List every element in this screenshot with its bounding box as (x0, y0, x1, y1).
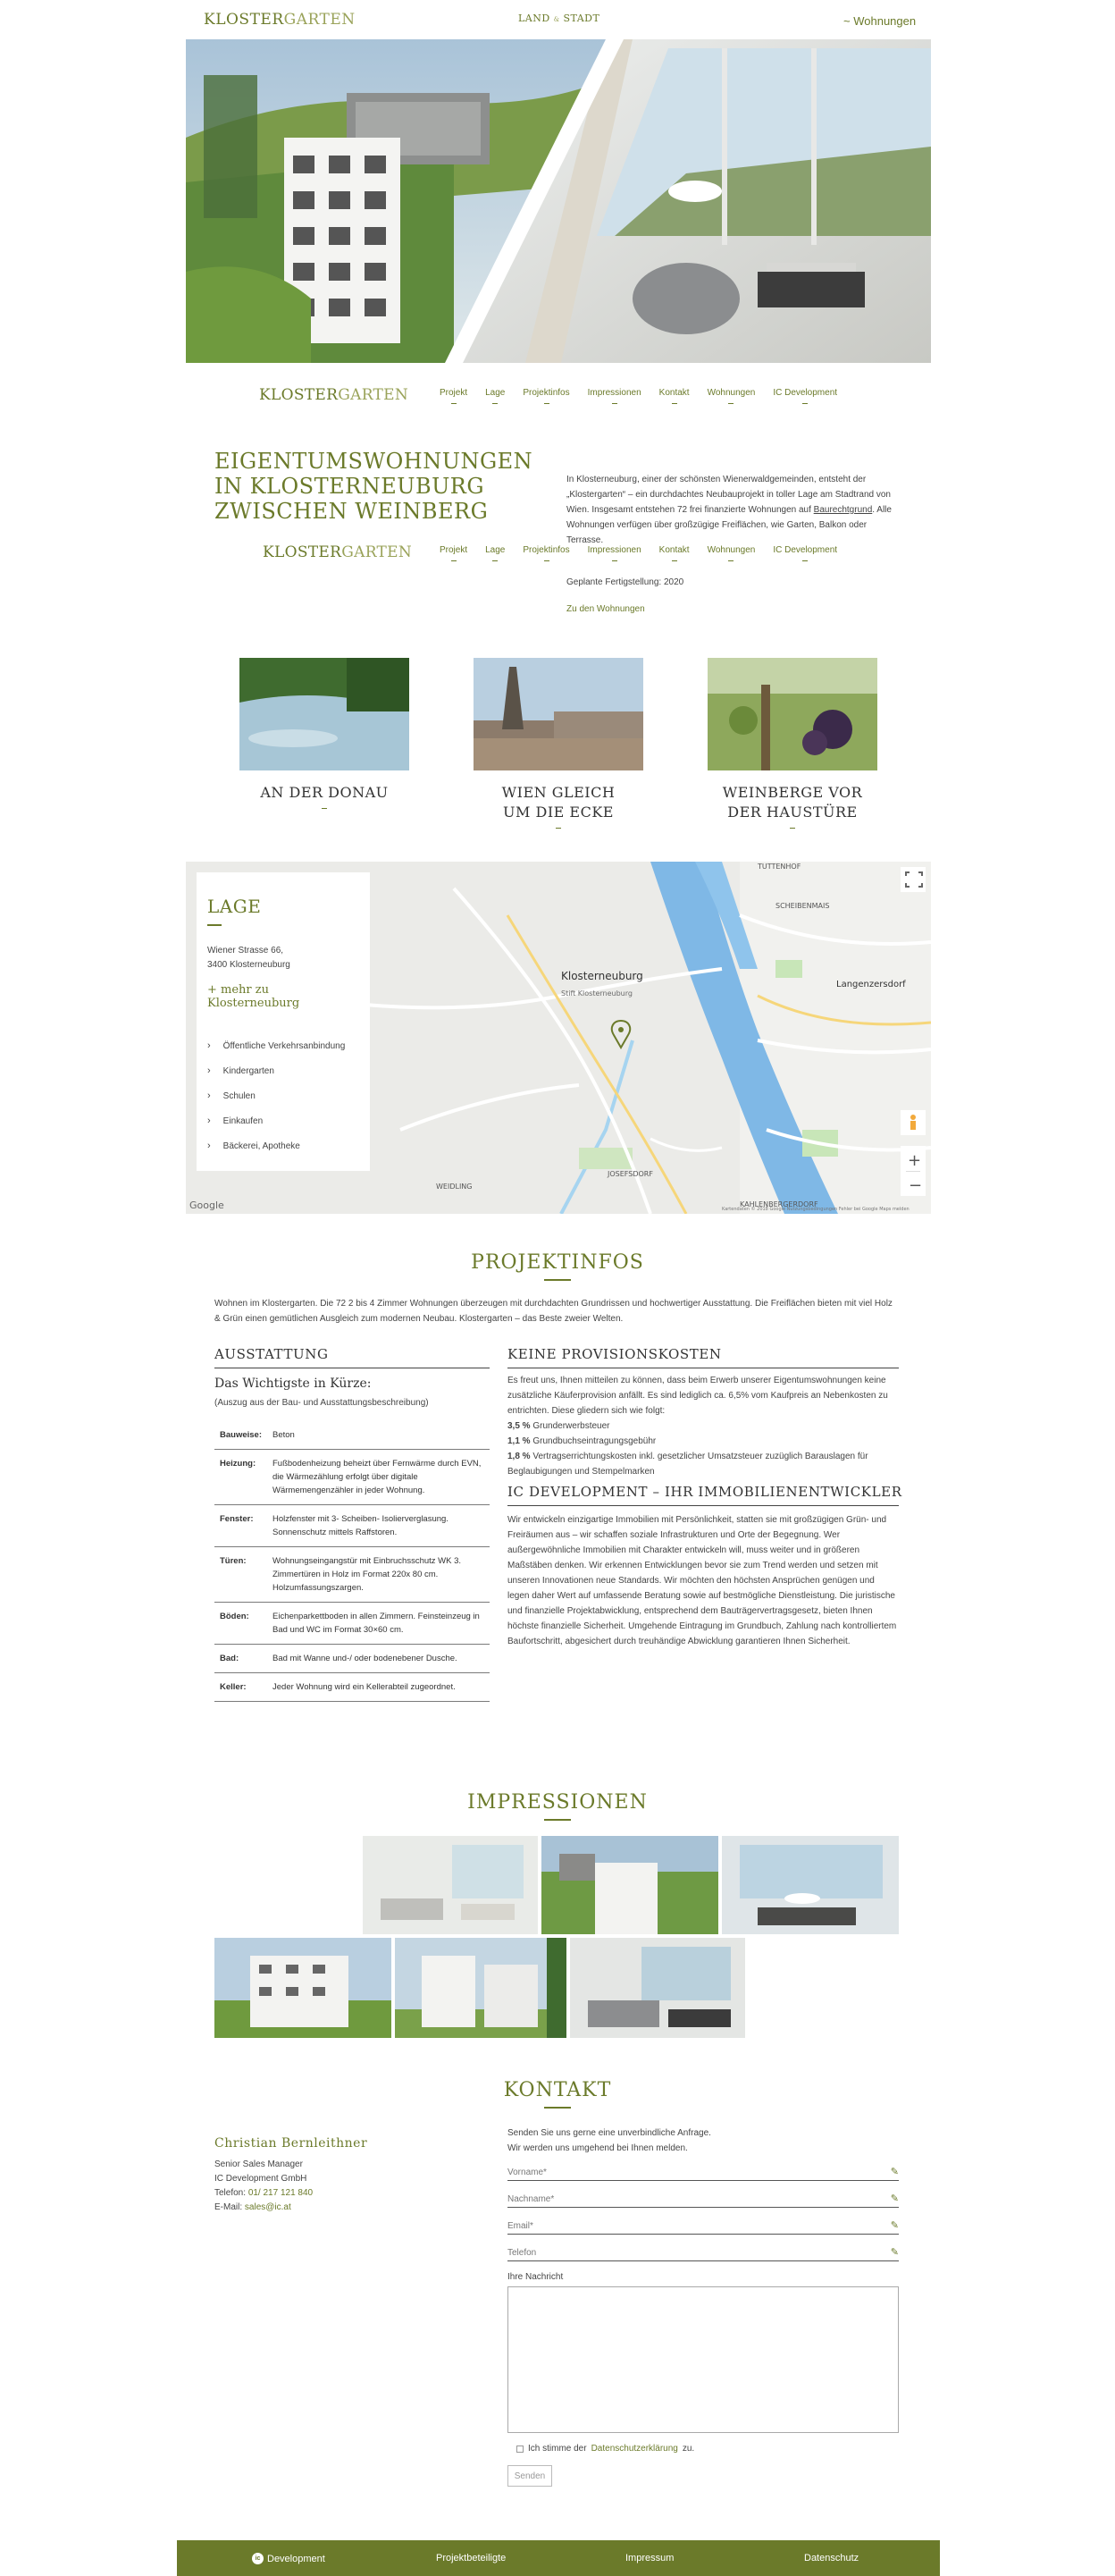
table-value: Jeder Wohnung wird ein Kellerabteil zugeordnet. (267, 1673, 490, 1702)
nav-item-lage[interactable]: Lage (476, 388, 514, 404)
feature-weinberge (708, 658, 877, 829)
lage-list (207, 1033, 359, 1158)
table-row (214, 1421, 490, 1450)
zoom-controls (901, 1146, 926, 1196)
more-klosterneuburg-link[interactable]: + mehr zu Klosterneuburg (207, 983, 300, 1010)
hero-image (186, 39, 931, 363)
hero-illustration (186, 39, 931, 363)
provision-title: KEINE PROVISIONSKOSTEN (507, 1346, 899, 1368)
sticky-nav-item-kontakt[interactable]: Kontakt (650, 545, 699, 561)
map-label-tuttenhof: TUTTENHOF (758, 863, 801, 871)
table-key: Bad: (214, 1645, 267, 1673)
sticky-logo-light: GARTEN (341, 543, 413, 561)
chevron-right-icon: › (207, 1090, 211, 1101)
map-label-josefsdorf: JOSEFSDORF (608, 1170, 653, 1178)
privacy-consent[interactable] (516, 2444, 694, 2454)
provision-item (507, 1449, 899, 1479)
contact-name: Christian Bernleithner (214, 2136, 368, 2151)
gallery-image[interactable] (363, 1836, 538, 1934)
table-row (214, 1673, 490, 1702)
contact-intro-line: Wir werden uns umgehend bei Ihnen melden. (507, 2143, 688, 2153)
fullscreen-icon[interactable] (901, 867, 926, 892)
lage-card (197, 872, 370, 1171)
privacy-link[interactable]: Datenschutzerklärung (591, 2444, 678, 2454)
mail-link[interactable]: sales@ic.at (244, 2202, 291, 2212)
zoom-in-icon[interactable]: + (908, 1151, 922, 1170)
provision-rate: 1,1 % (507, 1436, 531, 1446)
sticky-nav-item-ic-development[interactable]: IC Development (764, 545, 846, 561)
feature-caption (239, 783, 409, 803)
nav-logo-light: GARTEN (338, 386, 409, 404)
feature-caption (708, 783, 877, 822)
brand-logo[interactable] (204, 11, 356, 29)
intro-text-suffix: . Alle Wohnungen verfügen über großzügige Freiflächen, wie Garten, Balkon oder Terrasse. (566, 505, 892, 545)
lage-item[interactable] (207, 1083, 359, 1108)
lage-item-label: Bäckerei, Apotheke (222, 1141, 300, 1151)
lage-item-label: Einkaufen (222, 1115, 264, 1126)
map-label-klosterneuburg: Klosterneuburg (561, 970, 643, 982)
intro-title-line: EIGENTUMSWOHNUNGEN (214, 449, 533, 474)
logo-main: KLOSTER (204, 11, 284, 29)
nav-item-ic-development[interactable]: IC Development (764, 388, 846, 404)
lage-address-line: 3400 Klosterneuburg (207, 960, 290, 970)
contact-intro-line: Senden Sie uns gerne eine unverbindliche Anfrage. (507, 2128, 711, 2138)
contact-phone (214, 2186, 313, 2201)
pencil-icon: ✎ (890, 2193, 899, 2204)
pencil-icon: ✎ (890, 2220, 899, 2231)
intro-text-body: In Klosterneuburg, einer der schönsten Wienerwaldgemeinden, entsteht der „Klostergarten“ – ein durchdachtes Neubauprojekt in toller Lage am Stadtrand von Wien. Insgesamt entstehen 72 frei finanzierte Wohnungen auf (566, 475, 891, 515)
footer-label: Development (267, 2553, 325, 2564)
feature-image-donau (239, 658, 409, 770)
feature-image-wien (474, 658, 643, 770)
feature-caption (474, 783, 643, 822)
map-label-kahlenbergerdorf: KAHLENBERGERDORF (740, 1200, 818, 1208)
nachname-field[interactable] (507, 2192, 899, 2208)
feature-caption-line: WIEN GLEICH (501, 784, 616, 801)
table-value: Bad mit Wanne und-/ oder bodenebener Dusche. (267, 1645, 490, 1673)
baurecht-link[interactable]: Baurechtgrund (813, 505, 873, 515)
lage-item-label: Kindergarten (222, 1065, 274, 1076)
lage-address (207, 944, 359, 972)
gallery-image[interactable] (722, 1836, 899, 1934)
main-nav (259, 386, 846, 404)
chevron-right-icon: › (207, 1115, 211, 1126)
intro-title-line: IN KLOSTERNEUBURG (214, 474, 485, 499)
provision-label: Grunderwerbsteuer (530, 1421, 610, 1431)
nav-item-wohnungen[interactable]: Wohnungen (699, 388, 765, 404)
lage-item[interactable] (207, 1058, 359, 1083)
map-label-weidling: WEIDLING (436, 1183, 473, 1191)
lage-address-line: Wiener Strasse 66, (207, 946, 284, 955)
sticky-nav-item-impressionen[interactable]: Impressionen (579, 545, 650, 561)
lage-title: LAGE (207, 896, 359, 926)
message-textarea[interactable] (507, 2286, 899, 2433)
chevron-right-icon: › (207, 1065, 211, 1076)
contact-intro (507, 2126, 711, 2156)
nav-logo-main: KLOSTER (259, 386, 339, 404)
table-value: Eichenparkettboden in allen Zimmern. Feinsteinzeug in Bad und WC im Format 30×60 cm. (267, 1603, 490, 1645)
projektinfos-intro: Wohnen im Klostergarten. Die 72 2 bis 4 Zimmer Wohnungen überzeugen mit durchdachten Grundrissen und hochwertiger Ausstattung. Die Freiflächen bieten mit viel Holz & Grün einen gemütlichen Ausgleich zum modernen Neubau. Klostergarten – das Beste zweier Welten. (214, 1299, 893, 1324)
partner-right: STADT (563, 13, 600, 24)
feature-caption-line: AN DER DONAU (260, 784, 389, 801)
footer (177, 2540, 940, 2576)
zoom-out-icon[interactable]: − (909, 1176, 923, 1195)
feature-wien (474, 658, 643, 829)
table-key: Heizung: (214, 1450, 267, 1505)
table-value: Fußbodenheizung beheizt über Fernwärme durch EVN, die Wärmezählung erfolgt über digitale Wärmemengenzähler in jeder Wohnung. (267, 1450, 490, 1505)
telefon-placeholder: Telefon (507, 2248, 537, 2258)
lage-item[interactable] (207, 1033, 359, 1058)
gallery-image[interactable] (570, 1938, 745, 2038)
send-button[interactable]: Senden (507, 2465, 552, 2487)
gallery-image[interactable] (541, 1836, 718, 1934)
table-key: Fenster: (214, 1505, 267, 1547)
feature-dash (322, 808, 327, 809)
provision-intro: Es freut uns, Ihnen mitteilen zu können, dass beim Erwerb unserer Eigentumswohnungen keine zusätzliche Käuferprovision anfällt. Es sind lediglich ca. 6,5% vom Kaufpreis an Nebenkosten zu entrichten. Diese gliedern sich wie folgt: (507, 1376, 888, 1416)
table-key: Keller: (214, 1673, 267, 1702)
partner-left: LAND (518, 13, 550, 24)
lage-item-label: Öffentliche Verkehrsanbindung (222, 1040, 346, 1051)
partner-amp: & (553, 16, 560, 23)
table-key: Bauweise: (214, 1421, 267, 1450)
feature-dash (556, 828, 561, 829)
vorname-field[interactable] (507, 2165, 899, 2181)
pencil-icon: ✎ (890, 2247, 899, 2258)
table-value: Holzfenster mit 3- Scheiben- Isolierverglasung. Sonnenschutz mittels Raffstoren. (267, 1505, 490, 1547)
feature-caption-line: WEINBERGE VOR (722, 784, 863, 801)
gallery-image[interactable] (395, 1938, 566, 2038)
footer-ic-development[interactable] (252, 2553, 325, 2564)
map-label-scheibenmais: SCHEIBENMAIS (775, 902, 830, 910)
consent-prefix: Ich stimme der (528, 2444, 587, 2454)
top-link-label: Wohnungen (853, 14, 917, 28)
nav-items (431, 388, 846, 404)
sticky-nav-items (431, 545, 846, 561)
contact-mail (214, 2201, 313, 2215)
feature-donau (239, 658, 409, 809)
top-wohnungen-link[interactable] (843, 14, 916, 28)
provision-item (507, 1418, 899, 1434)
arrow-icon: ~ (843, 14, 854, 28)
ausstattung-note: (Auszug aus der Bau- und Ausstattungsbeschreibung) (214, 1398, 429, 1408)
consent-checkbox[interactable] (516, 2446, 524, 2453)
table-key: Türen: (214, 1547, 267, 1603)
footer-impressum[interactable]: Impressum (625, 2553, 675, 2563)
table-value: Beton (267, 1421, 490, 1450)
vorname-placeholder: Vorname* (507, 2168, 547, 2177)
gallery-image[interactable] (214, 1938, 391, 2038)
mail-label: E-Mail: (214, 2202, 245, 2212)
logo-light: GARTEN (283, 11, 356, 29)
pencil-icon: ✎ (890, 2167, 899, 2177)
map-attribution: Kartendaten © 2018 Google Nutzungsbedingungen Fehler bei Google Maps melden (722, 1207, 910, 1212)
sticky-nav (263, 543, 846, 561)
map-label-langenzersdorf: Langenzersdorf (836, 980, 906, 989)
phone-link[interactable]: 01/ 217 121 840 (247, 2188, 314, 2198)
nachname-placeholder: Nachname* (507, 2194, 555, 2204)
message-label: Ihre Nachricht (507, 2272, 564, 2282)
sticky-nav-logo[interactable] (263, 543, 420, 561)
email-placeholder: Email* (507, 2221, 533, 2231)
lage-item[interactable] (207, 1108, 359, 1133)
table-row (214, 1505, 490, 1547)
contact-company: IC Development GmbH (214, 2174, 307, 2184)
chevron-right-icon: › (207, 1040, 211, 1051)
nav-item-projekt[interactable]: Projekt (431, 388, 476, 404)
provision-rate: 3,5 % (507, 1421, 531, 1431)
map-label-stift: Stift Klosterneuburg (561, 989, 633, 998)
sticky-nav-item-lage[interactable]: Lage (476, 545, 514, 561)
contact-info (214, 2158, 313, 2215)
table-row (214, 1645, 490, 1673)
ic-development-title: IC DEVELOPMENT – IHR IMMOBILIENENTWICKLER (507, 1484, 902, 1506)
completion-date: Geplante Fertigstellung: 2020 (566, 577, 684, 587)
ausstattung-table (214, 1421, 490, 1702)
kontakt-title: KONTAKT (0, 2079, 1115, 2109)
table-row (214, 1450, 490, 1505)
feature-dash (790, 828, 795, 829)
feature-caption-line: DER HAUSTÜRE (727, 804, 858, 821)
table-row (214, 1547, 490, 1603)
phone-label: Telefon: (214, 2188, 248, 2198)
email-field[interactable] (507, 2218, 899, 2235)
ausstattung-title: AUSSTATTUNG (214, 1346, 490, 1368)
chevron-right-icon: › (207, 1141, 211, 1151)
nav-item-kontakt[interactable]: Kontakt (650, 388, 699, 404)
projektinfos-title: PROJEKTINFOS (0, 1251, 1115, 1281)
table-row (214, 1603, 490, 1645)
provision-rate: 1,8 % (507, 1452, 531, 1461)
provision-label: Grundbuchseintragungsgebühr (530, 1436, 657, 1446)
table-value: Wohnungseingangstür mit Einbruchsschutz WK 3. Zimmertüren in Holz im Format 220x 80 cm. Holzumfassungszargen. (267, 1547, 490, 1603)
pegman-icon[interactable] (901, 1110, 926, 1135)
impressionen-title: IMPRESSIONEN (0, 1791, 1115, 1821)
contact-role: Senior Sales Manager (214, 2159, 303, 2169)
nav-logo[interactable] (259, 386, 420, 404)
nav-item-projektinfos[interactable]: Projektinfos (514, 388, 578, 404)
lage-item[interactable] (207, 1133, 359, 1158)
sticky-nav-item-wohnungen[interactable]: Wohnungen (699, 545, 765, 561)
feature-caption-line: UM DIE ECKE (503, 804, 614, 821)
sticky-logo-main: KLOSTER (263, 543, 342, 561)
intro-title-line: ZWISCHEN WEINBERG (214, 499, 489, 524)
ic-logo-icon: ic (252, 2553, 264, 2564)
lage-item-label: Schulen (222, 1090, 256, 1101)
partner-logo (518, 13, 599, 24)
footer-projektbeteiligte[interactable]: Projektbeteiligte (436, 2553, 507, 2563)
ic-development-text: Wir entwickeln einzigartige Immobilien mit Persönlichkeit, statten sie mit großzügigen Grün- und Freiräumen aus – wir schaffen soziale Infrastrukturen und Orte der Begegnung. Wer außergewöhnliche Immobilien mit Charakter entwickeln will, muss weiter und in größeren Maßstäben denken. Wir erkennen Entwicklungen bevor sie zum Trend werden und setzen mit unseren Innovationen neue Standards. Wir möchten den höchsten Ansprüchen genügen und legen daher Wert auf umfassende Beratung sowie auf bestmögliche Dienstleistung. Die juristische und finanzielle Projektabwicklung, entsprechend dem Bauträgervertragsgesetz, bieten Ihnen höchste finanzielle Sicherheit. Umgehende Eintragung im Grundbuch, Zahlung nach kontrolliertem Baufortschritt, abgesichert durch treuhändige Abwicklung garantieren Ihnen Sicherheit. (507, 1515, 897, 1646)
ausstattung-subtitle: Das Wichtigste in Kürze: (214, 1376, 372, 1391)
footer-datenschutz[interactable]: Datenschutz (804, 2553, 859, 2563)
intro-title (214, 449, 536, 524)
provision-label: Vertragserrichtungskosten inkl. gesetzlicher Umsatzsteuer zuzüglich Barauslagen für Beglaubigungen und Stempelmarken (507, 1452, 868, 1477)
google-logo: Google (189, 1200, 224, 1211)
sticky-nav-item-projektinfos[interactable]: Projektinfos (514, 545, 578, 561)
table-key: Böden: (214, 1603, 267, 1645)
to-apartments-link[interactable]: Zu den Wohnungen (566, 604, 645, 614)
consent-suffix: zu. (682, 2444, 695, 2454)
intro-text (566, 472, 897, 548)
sticky-nav-item-projekt[interactable]: Projekt (431, 545, 476, 561)
provision-text (507, 1373, 899, 1479)
telefon-field[interactable] (507, 2245, 899, 2261)
feature-image-weinberge (708, 658, 877, 770)
provision-item (507, 1434, 899, 1449)
nav-item-impressionen[interactable]: Impressionen (579, 388, 650, 404)
